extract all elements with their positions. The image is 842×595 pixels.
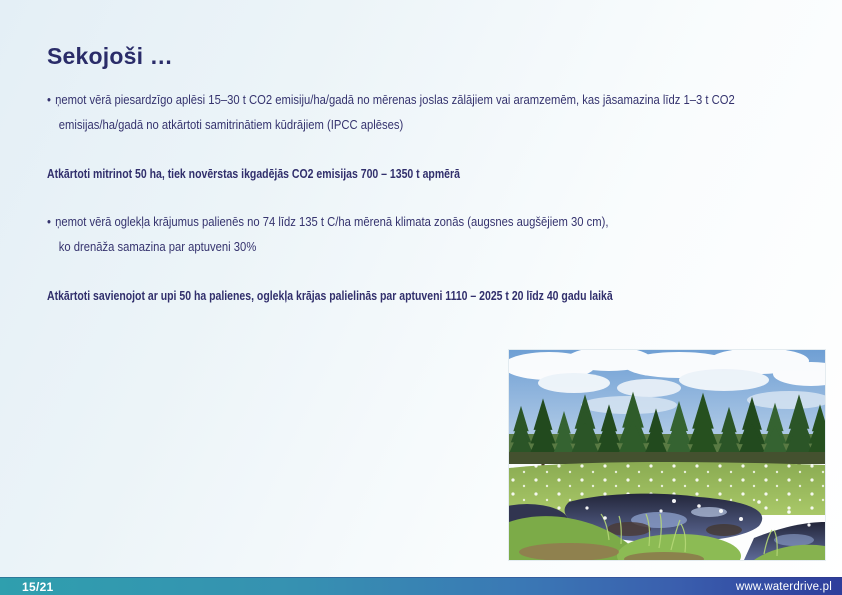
bullet-line-2: ko drenāža samazina par aptuveni 30% [58,240,257,254]
footer-url[interactable]: www.waterdrive.pl [735,580,832,593]
bullet-text: ņemot vērā piesardzīgo aplēsi 15–30 t CO2 emisiju/ha/gadā no mērenas joslas zālājiem vai aramzemēm, kas jāsamazina līdz 1–3 t CO2 [55,93,735,107]
bullet-line-1 [47,210,609,235]
bullet-text: ņemot vērā oglekļa krājumus palienēs no 74 līdz 135 t C/ha mērenā klimata zonās (augsnes augšējiem 30 cm), [55,215,609,229]
wetland-photo [509,350,825,560]
statement-floodplain: Atkārtoti savienojot ar upi 50 ha palienes, oglekļa krājas palielinās par aptuveni 1110 – 2025 t 20 līdz 40 gadu laikā [47,288,613,303]
bullet-item [47,88,735,138]
bullet-marker: • [47,215,51,229]
bullet-item [47,210,609,260]
statement-rewetting: Atkārtoti mitrinot 50 ha, tiek novērstas ikgadējās CO2 emisijas 700 – 1350 t apmērā [47,166,460,181]
bullet-line-1 [47,88,735,113]
bullet-marker: • [47,93,51,107]
bullet-line-2: emisijas/ha/gadā no atkārtoti samitrinātiem kūdrājiem (IPCC aplēses) [58,118,404,132]
page-number: 15/21 [22,579,54,594]
slide-title: Sekojoši … [47,43,173,69]
footer-bar [0,577,842,595]
